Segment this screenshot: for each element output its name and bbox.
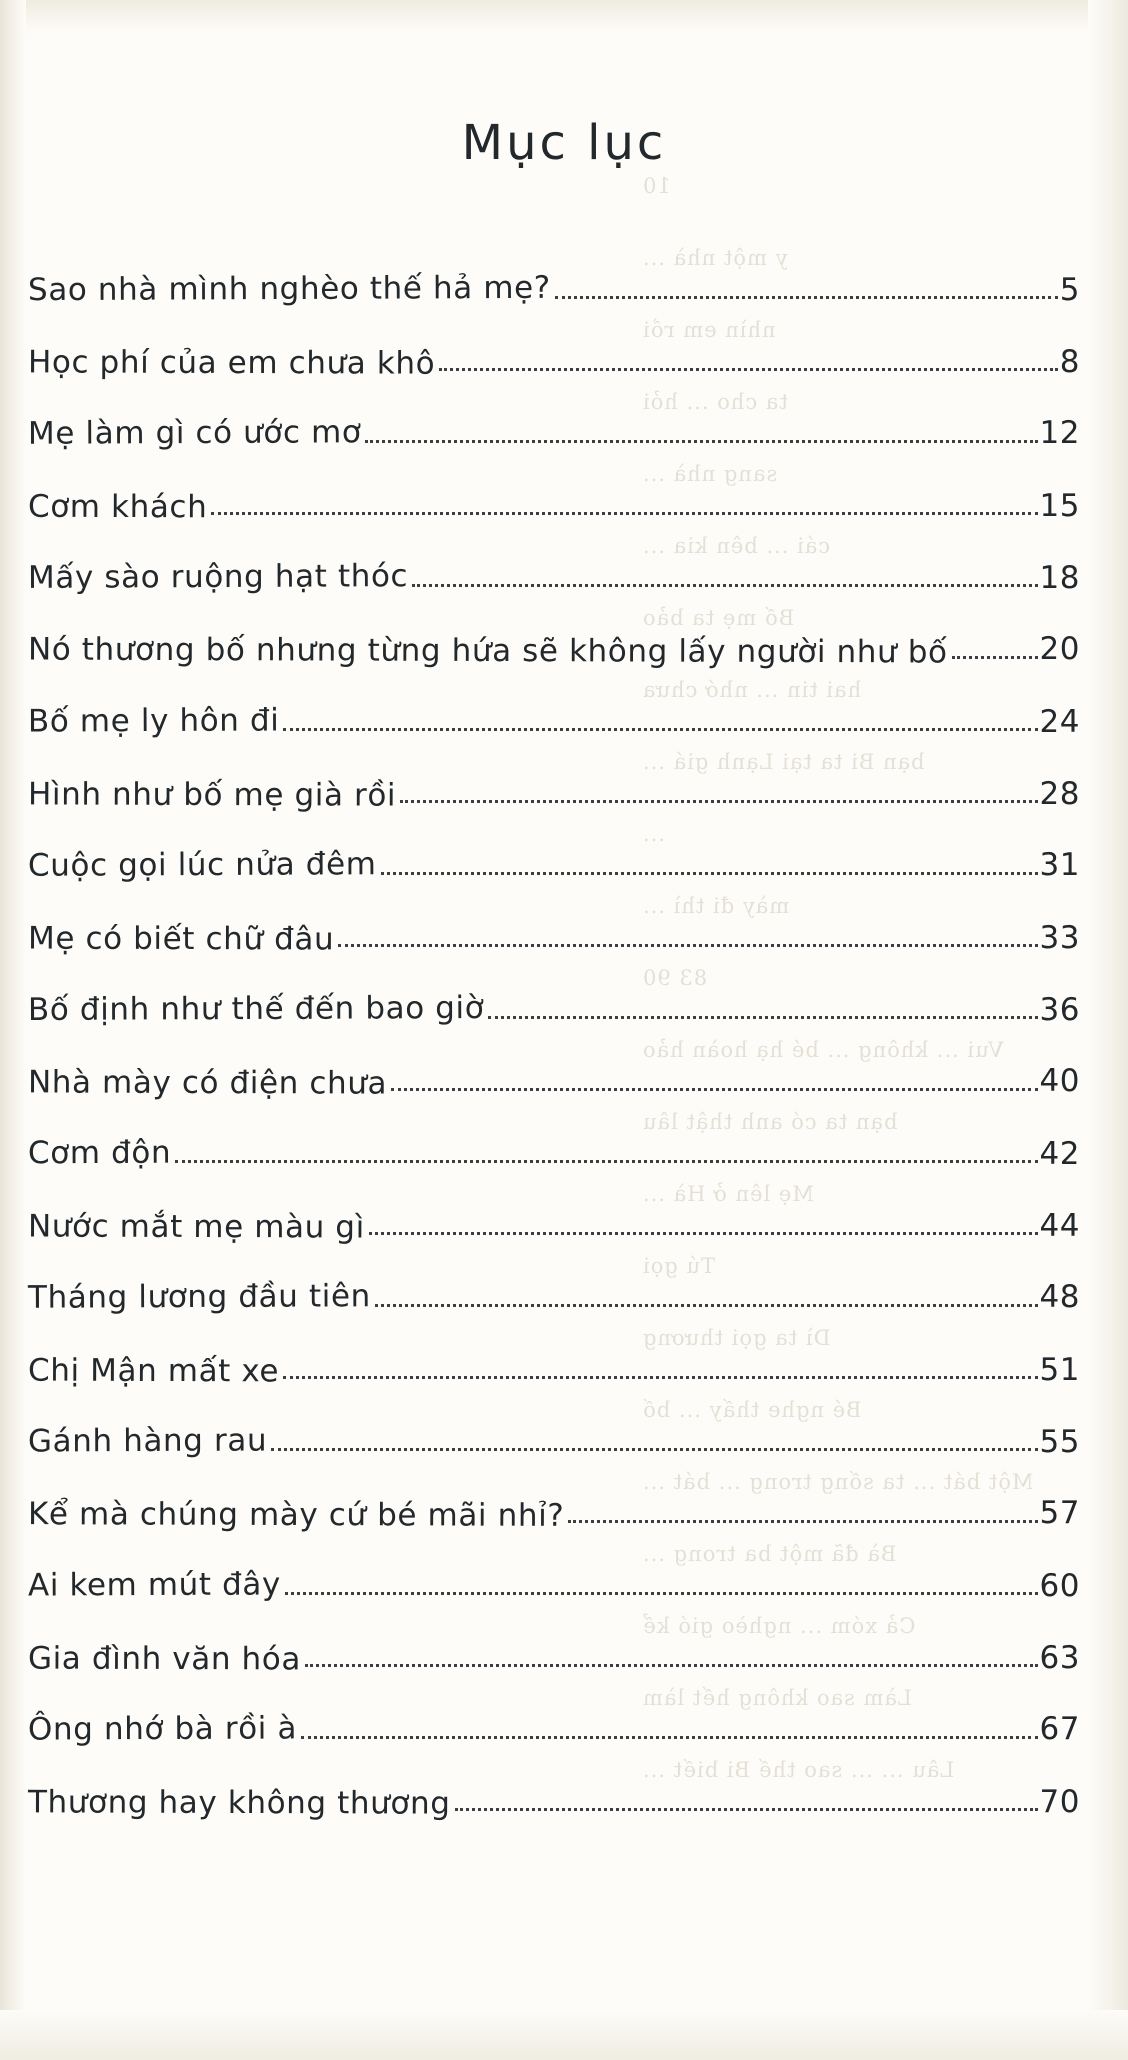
toc-leader-dots [338,944,1037,947]
toc-entry[interactable] [28,670,1080,742]
toc-entry-title: Hình như bố mẹ già rồi [27,776,397,814]
toc-leader-dots [283,1376,1037,1379]
toc-entry-page-number: 67 [1039,1711,1080,1747]
paper-left-edge [0,0,26,2060]
toc-entry-page-number: 57 [1039,1495,1080,1531]
toc-entry-page-number: 8 [1059,344,1080,380]
toc-entry-page-number: 36 [1039,992,1080,1028]
toc-entry-title: Tháng lương đầu tiên [27,1278,371,1316]
showthrough-line: Bé nghe thấy ... bố [642,1398,862,1422]
toc-entry-page-number: 28 [1039,776,1080,812]
toc-entry-title: Kể mà chúng mày cứ bé mãi nhỉ? [27,1496,565,1534]
showthrough-line: Dì ta gọi thương [642,1326,831,1350]
toc-entry-page-number: 60 [1039,1568,1080,1604]
toc-entry[interactable] [28,1318,1080,1390]
toc-leader-dots [285,1592,1038,1595]
toc-entry[interactable] [28,238,1080,310]
toc-entry-page-number: 51 [1039,1352,1080,1388]
toc-entry[interactable] [28,598,1080,670]
toc-entry-title: Gánh hàng rau [27,1422,268,1460]
showthrough-line: Vui ... không ... bé hạ hoàn hảo [642,1038,1004,1062]
toc-leader-dots [283,728,1037,731]
toc-entry[interactable] [28,1102,1080,1174]
toc-leader-dots [375,1304,1038,1307]
showthrough-line: 10 [642,174,671,198]
toc-entry-page-number: 63 [1039,1640,1080,1676]
paper-bottom-edge [0,2010,1128,2060]
toc-entry[interactable] [28,1246,1080,1318]
toc-entry-page-number: 48 [1039,1279,1080,1315]
toc-entry-title: Mẹ làm gì có ước mơ [27,414,362,452]
toc-entry-title: Nó thương bố nhưng từng hứa sẽ không lấy người như bố [27,631,948,671]
toc-entry-page-number: 20 [1039,631,1080,667]
toc-entry-page-number: 24 [1039,704,1080,740]
toc-entry-title: Bố định như thế đến bao giờ [27,990,485,1028]
showthrough-line: hai tin ... nhớ chưa [642,678,862,702]
showthrough-line: ta cho ... hỏi [642,390,788,414]
toc-entry[interactable] [28,1462,1080,1534]
toc-entry-title: Bố mẹ ly hôn đi [27,702,280,740]
page-title: Mục lục [461,115,667,171]
showthrough-line: bạn ta có anh thật lâu [642,1110,898,1134]
showthrough-line: Cả xóm ... nghèo gió kể [642,1614,916,1638]
showthrough-line: ... [642,822,666,846]
toc-entry[interactable] [28,1678,1080,1750]
toc-leader-dots [175,1160,1037,1163]
toc-entry-page-number: 5 [1059,272,1080,308]
toc-leader-dots [455,1808,1038,1811]
toc-leader-dots [555,296,1058,299]
toc-leader-dots [412,584,1037,587]
toc-entry[interactable] [28,958,1080,1030]
toc-entry-title: Cơm độn [27,1134,172,1172]
toc-entry[interactable] [28,1174,1080,1246]
showthrough-line: Một bát ... ta sống trong ... bát ... [642,1470,1034,1494]
toc-entry[interactable] [28,454,1080,526]
toc-leader-dots [568,1520,1037,1523]
toc-entry-page-number: 31 [1039,847,1080,883]
toc-entry-page-number: 44 [1039,1208,1080,1244]
toc-entry[interactable] [28,1750,1080,1822]
toc-entry-page-number: 12 [1039,415,1080,451]
toc-entry-title: Cuộc gọi lúc nửa đêm [27,846,377,884]
toc-leader-dots [301,1736,1038,1739]
toc-leader-dots [400,800,1037,803]
showthrough-line: sang nhà ... [642,462,778,486]
toc-entry-page-number: 55 [1039,1424,1080,1460]
toc-leader-dots [211,512,1037,515]
toc-entry[interactable] [28,310,1080,382]
toc-entry[interactable] [28,1606,1080,1678]
toc-entry[interactable] [28,526,1080,598]
toc-leader-dots [381,872,1038,875]
toc-leader-dots [952,656,1038,659]
toc-entry-title: Cơm khách [27,488,208,526]
toc-entry-title: Ông nhớ bà rồi à [27,1710,298,1748]
showthrough-line: bạn Bi ta tại Lạnh giá ... [642,750,925,774]
toc-entry-title: Sao nhà mình nghèo thế hả mẹ? [27,269,551,309]
showthrough-line: Lâu ... ... sao thế Bi biết ... [642,1758,955,1782]
paper-top-edge [0,0,1128,34]
showthrough-line: Mẹ lên ở Hà ... [642,1182,814,1206]
showthrough-line: Bà đã một ba trong ... [642,1542,897,1566]
toc-entry[interactable] [28,382,1080,454]
showthrough-line: Bố mẹ ta bảo [642,606,795,630]
toc-entry[interactable] [28,886,1080,958]
toc-leader-dots [305,1664,1038,1667]
toc-entry-title: Mẹ có biết chữ đâu [27,920,335,958]
toc-entry[interactable] [28,742,1080,814]
toc-entry[interactable] [28,1390,1080,1462]
toc-entry-page-number: 42 [1039,1136,1080,1172]
showthrough-line: mày đi thì ... [642,894,790,918]
showthrough-line: y một nhà ... [642,246,788,270]
toc-entry-page-number: 15 [1039,488,1080,524]
toc-leader-dots [488,1016,1037,1019]
toc-entry[interactable] [28,1534,1080,1606]
showthrough-line: 83 90 [642,966,708,990]
toc-leader-dots [365,440,1037,443]
showthrough-line: Làm sao không hết làm [642,1686,912,1710]
toc-entry-title: Nước mắt mẹ màu gì [27,1208,365,1246]
toc-entry-title: Nhà mày có điện chưa [27,1064,388,1102]
toc-entry-title: Thương hay không thương [27,1784,451,1822]
toc-entry[interactable] [28,814,1080,886]
toc-entry-title: Học phí của em chưa khô [27,344,436,382]
toc-entry[interactable] [28,1030,1080,1102]
toc-entry-title: Chị Mận mất xe [27,1352,280,1390]
showthrough-line: Tú gọi [642,1254,716,1278]
toc-entry-page-number: 33 [1039,920,1080,956]
toc-entry-title: Gia đình văn hóa [27,1640,302,1678]
toc-entry-title: Ai kem mút đây [27,1566,281,1604]
table-of-contents [28,238,1080,1822]
toc-entry-title: Mấy sào ruộng hạt thóc [27,558,409,596]
toc-entry-page-number: 70 [1039,1784,1080,1820]
toc-leader-dots [271,1448,1037,1451]
paper-right-edge [1088,0,1128,2060]
toc-entry-page-number: 40 [1039,1063,1080,1099]
toc-leader-dots [391,1088,1037,1091]
showthrough-line: cái ... bên kia ... [642,534,831,558]
toc-entry-page-number: 18 [1039,560,1080,596]
toc-leader-dots [439,368,1058,371]
toc-leader-dots [369,1232,1038,1235]
showthrough-line: nhìn em rồi [642,318,776,342]
